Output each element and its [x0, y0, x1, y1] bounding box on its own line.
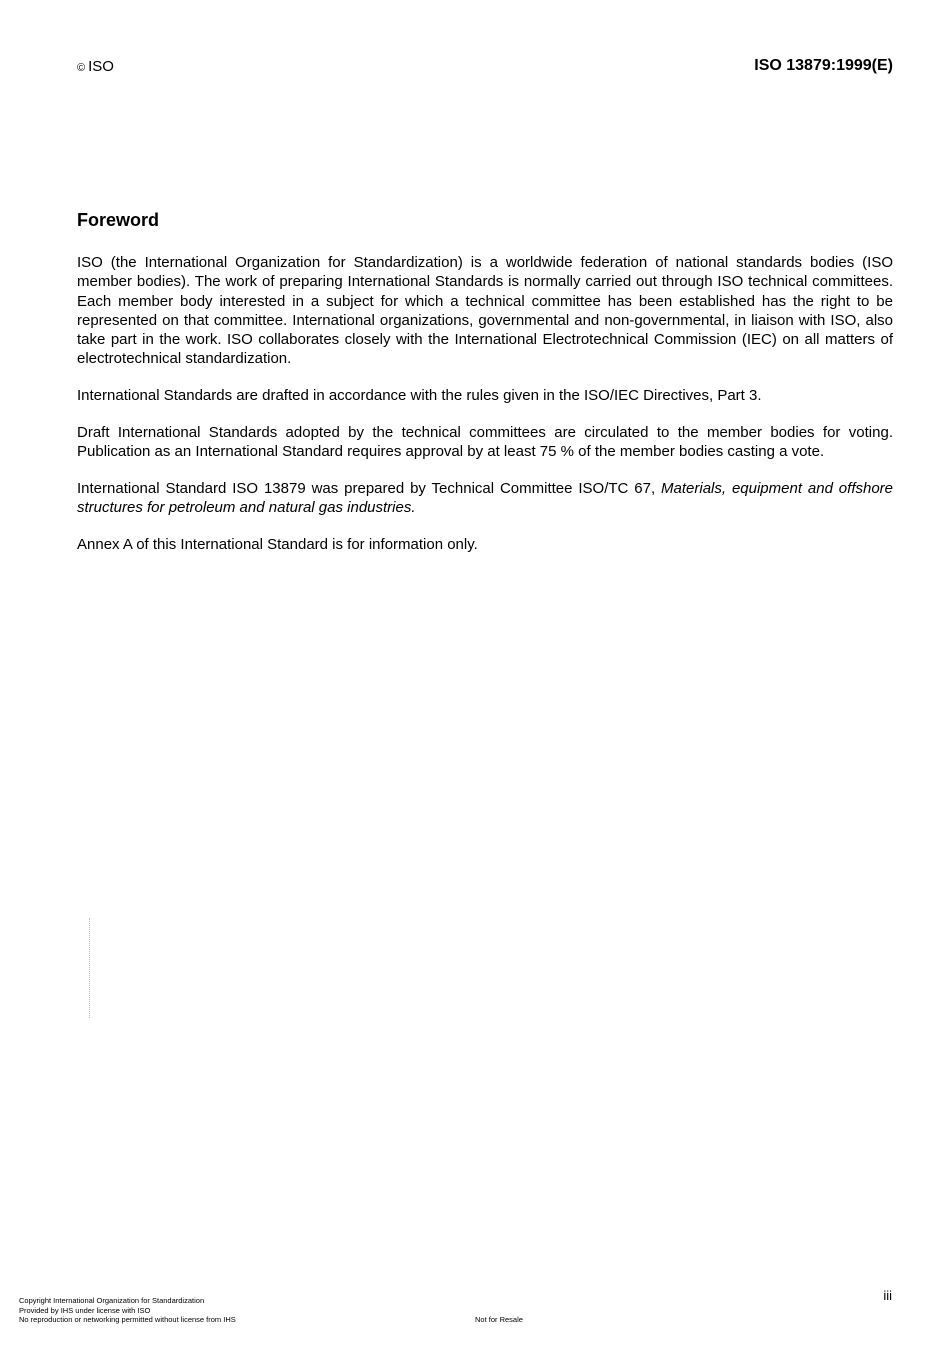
- foreword-body: [77, 253, 893, 572]
- footer-license: [19, 1296, 236, 1325]
- paragraph-committee: [77, 479, 893, 518]
- footer-line-restriction: No reproduction or networking permitted without license from IHS: [19, 1315, 236, 1324]
- footer-line-provider: Provided by IHS under license with ISO: [19, 1305, 151, 1315]
- footer-not-for-resale: Not for Resale: [475, 1315, 523, 1324]
- committee-text: International Standard ISO 13879 was prepared by Technical Committee ISO/TC 67,: [77, 480, 662, 498]
- committee-title: Materials, equipment and offshore structures for petroleum and natural gas industries.: [77, 480, 894, 517]
- document-id: ISO 13879:1999(E): [754, 57, 893, 74]
- copyright-owner: ISO: [88, 58, 114, 75]
- paragraph-draft-voting: Draft International Standards adopted by the technical committees are circulated to the member bodies for voting. Publication as an International Standard requires approval by at least 75 % of the member bodies casting a vote.: [77, 424, 893, 461]
- paragraph-directives: International Standards are drafted in accordance with the rules given in the ISO/IEC Directives, Part 3.: [77, 387, 762, 405]
- header-copyright: [77, 58, 114, 75]
- page-title: Foreword: [77, 210, 160, 230]
- paragraph-iso-federation: ISO (the International Organization for Standardization) is a worldwide federation of national standards bodies (ISO member bodies). The work of preparing International Standards is normally carried out through ISO technical committees. Each member body interested in a subject for which a technical committee has been established has the right to be represented on that committee. International organizations, governmental and non-governmental, in liaison with ISO, also take part in the work. ISO collaborates closely with the International Electrotechnical Commission (IEC) on all matters of electrotechnical standardization.: [77, 254, 893, 368]
- footer-line-copyright: Copyright International Organization for Standardization: [19, 1296, 205, 1305]
- copyright-symbol: ©: [77, 62, 86, 74]
- margin-mark: [89, 918, 93, 1018]
- page-number: iii: [883, 1288, 892, 1303]
- paragraph-annex: Annex A of this International Standard is for information only.: [77, 536, 478, 554]
